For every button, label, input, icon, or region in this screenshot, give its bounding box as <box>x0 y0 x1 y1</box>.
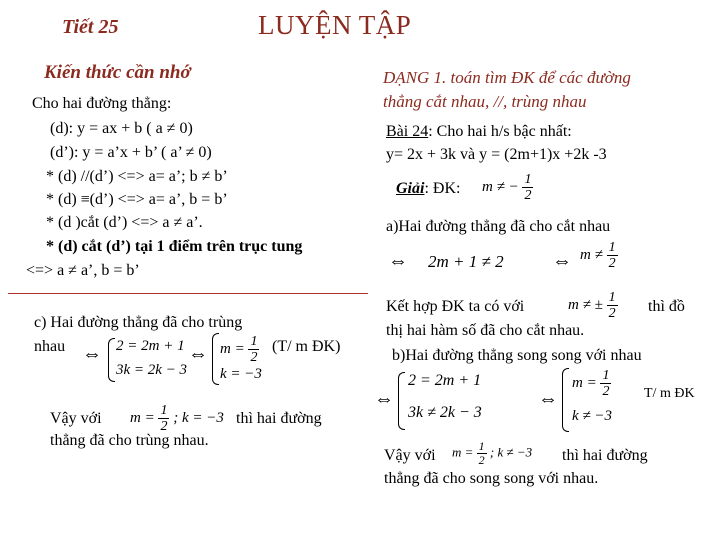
b-result-m: m = $\frac{1}{2}$ <box>572 368 610 399</box>
b-condition: T/ m ĐK <box>644 386 695 401</box>
c-result-m: m = $\frac{1}{2}$ <box>220 334 258 365</box>
part-c-text: c) Hai đường thẳng đã cho trùng <box>34 314 243 331</box>
equiv-arrow-icon: ⇔ <box>188 343 208 365</box>
divider <box>8 293 368 294</box>
part-a-text: a)Hai đường thẳng đã cho cắt nhau <box>386 218 611 235</box>
c-result-k: k = −3 <box>220 366 262 382</box>
equiv-arrow-icon: ⇔ <box>82 343 102 365</box>
solution-label: Giải: ĐK: <box>396 180 461 197</box>
combine-math: m ≠ ± $\frac{1}{2}$ <box>568 290 616 321</box>
c-conclusion-math: m = $\frac{1}{2}$ ; k = −3 <box>130 403 224 434</box>
lesson-label: Tiết 25 <box>62 16 119 38</box>
b-system-1: 2 = 2m + 1 <box>408 372 482 389</box>
combine-text-2: thị hai hàm số đã cho cắt nhau. <box>386 322 585 339</box>
equiv-arrow-icon: ⇔ <box>388 250 408 272</box>
part-b-text: b)Hai đường thẳng song song với nhau <box>392 347 642 364</box>
part-c-text-2: nhau <box>34 338 66 355</box>
line-d-prime: (d’): y = a’x + b’ ( a’ ≠ 0) <box>50 144 212 161</box>
equiv-arrow-icon: ⇔ <box>538 388 558 410</box>
rule-intersect-axis: * (d) cắt (d’) tại 1 điểm trên trục tung <box>46 238 303 255</box>
brace-icon <box>562 368 569 432</box>
rule-coincide: * (d) ≡(d’) <=> a= a’, b = b’ <box>46 191 228 208</box>
b-result-k: k ≠ −3 <box>572 408 613 424</box>
equiv-arrow-icon: ⇔ <box>374 388 394 410</box>
exercise-equations: y= 2x + 3k và y = (2m+1)x +2k -3 <box>386 146 607 163</box>
c-system-2: 3k = 2k − 3 <box>116 362 188 378</box>
brace-icon <box>108 338 115 382</box>
a-result: m ≠ $\frac{1}{2}$ <box>580 240 616 271</box>
rule-parallel: * (d) //(d’) <=> a= a’; b ≠ b’ <box>46 168 228 185</box>
topic-heading: DẠNG 1. toán tìm ĐK để các đường thẳng cắt nhau, //, trùng nhau <box>383 68 631 111</box>
condition-math: m ≠ − $\frac{1}{2}$ <box>482 172 532 203</box>
b-conclusion-2: thẳng đã cho song song với nhau. <box>384 470 599 487</box>
b-system-2: 3k ≠ 2k − 3 <box>408 404 482 421</box>
c-conclusion-pre: Vậy với <box>50 410 102 427</box>
c-system-1: 2 = 2m + 1 <box>116 338 185 354</box>
intro-text: Cho hai đường thẳng: <box>32 95 172 112</box>
line-d: (d): y = ax + b ( a ≠ 0) <box>50 120 193 137</box>
brace-icon <box>398 372 405 430</box>
rule-intersect: * (d )cắt (d’) <=> a ≠ a’. <box>46 214 203 231</box>
rule-intersect-axis-cond: <=> a ≠ a’, b = b’ <box>26 262 140 279</box>
c-conclusion-2: thẳng đã cho trùng nhau. <box>50 432 209 449</box>
c-condition: (T/ m ĐK) <box>272 338 341 355</box>
exercise-statement: Bài 24: Cho hai h/s bậc nhất: <box>386 123 572 140</box>
b-conclusion-post: thì hai đường <box>562 447 648 464</box>
b-conclusion-math: m = $\frac{1}{2}$ ; k ≠ −3 <box>452 439 533 467</box>
c-conclusion-post: thì hai đường <box>236 410 322 427</box>
combine-text: Kết hợp ĐK ta có với <box>386 298 525 315</box>
a-math: 2m + 1 ≠ 2 <box>428 252 504 271</box>
brace-icon <box>212 333 219 385</box>
equiv-arrow-icon: ⇔ <box>552 250 572 272</box>
combine-text-post: thì đồ <box>648 298 685 315</box>
page-title: LUYỆN TẬP <box>258 10 412 40</box>
section-heading: Kiến thức cần nhớ <box>44 62 191 83</box>
b-conclusion-pre: Vậy với <box>384 447 436 464</box>
